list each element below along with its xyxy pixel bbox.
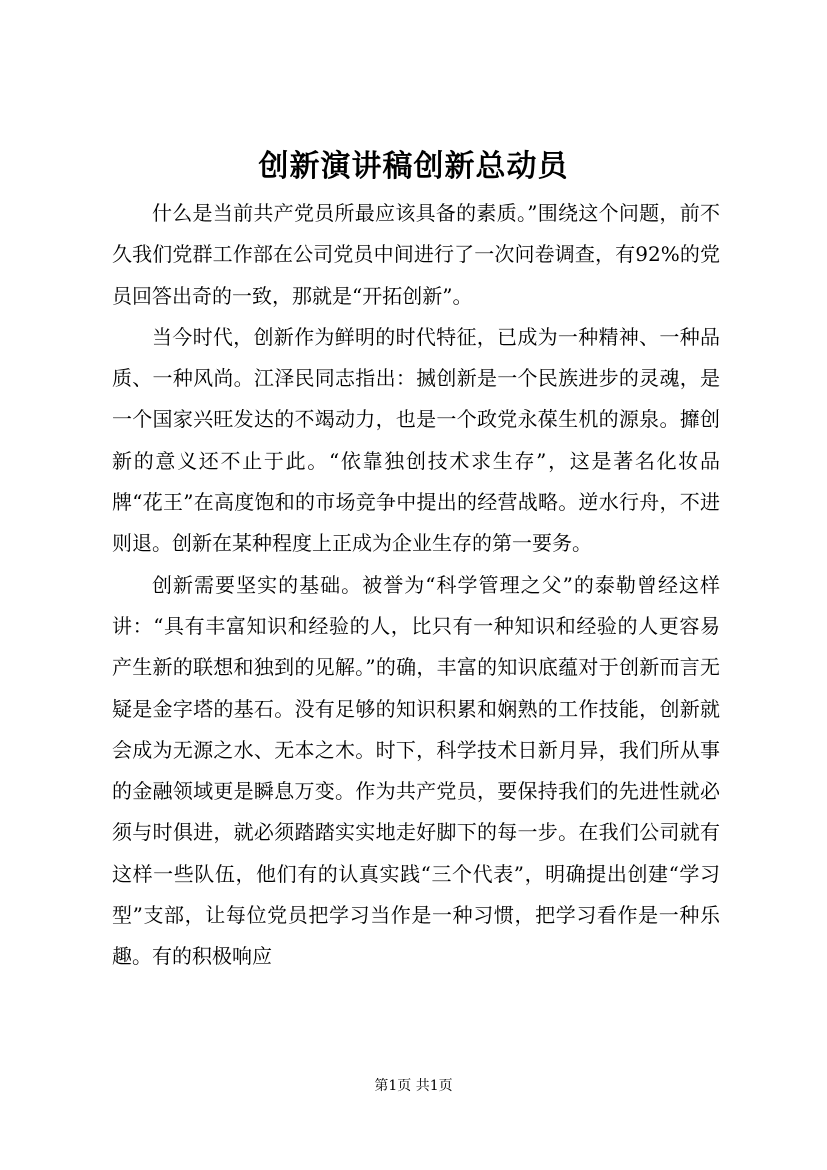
paragraph-2: 当今时代，创新作为鲜明的时代特征，已成为一种精神、一种品质、一种风尚。江泽民同志指出：搣创新是一个民族进步的灵魂，是一个国家兴旺发达的不竭动力，也是一个政党永葆生机的源泉。攠创新的意义还不止于此。“依靠独创技术求生存”，这是著名化妆品牌“花王”在高度饱和的市场竞争中提出的经营战略。逆水行舟，不进则退。创新在某种程度上正成为企业生存的第一要务。 <box>112 324 720 556</box>
paragraph-3: 创新需要坚实的基础。被誉为“科学管理之父”的泰勒曾经这样讲：“具有丰富知识和经验的人，比只有一种知识和经验的人更容易产生新的联想和独到的见解。”的确，丰富的知识底蕴对于创新而言无疑是金字塔的基石。没有足够的知识积累和娴熟的工作技能，创新就会成为无源之水、无本之木。时下，科学技术日新月异，我们所从事的金融领域更是瞬息万变。作为共产党员，要保持我们的先进性就必须与时俱进，就必须踏踏实实地走好脚下的每一步。在我们公司就有这样一些队伍，他们有的认真实践“三个代表”，明确提出创建“学习型”支部，让每位党员把学习当作是一种习惯，把学习看作是一种乐趣。有的积极响应 <box>112 572 720 969</box>
page-footer: 第1页 共1页 <box>374 1078 453 1094</box>
document-body <box>112 193 720 978</box>
paragraph-1: 什么是当前共产党员所最应该具备的素质。”围绕这个问题，前不久我们党群工作部在公司党员中间进行了一次问卷调查，有92%的党员回答出奇的一致，那就是“开拓创新”。 <box>112 201 720 308</box>
page-title: 创新演讲稿创新总动员 <box>258 149 569 184</box>
